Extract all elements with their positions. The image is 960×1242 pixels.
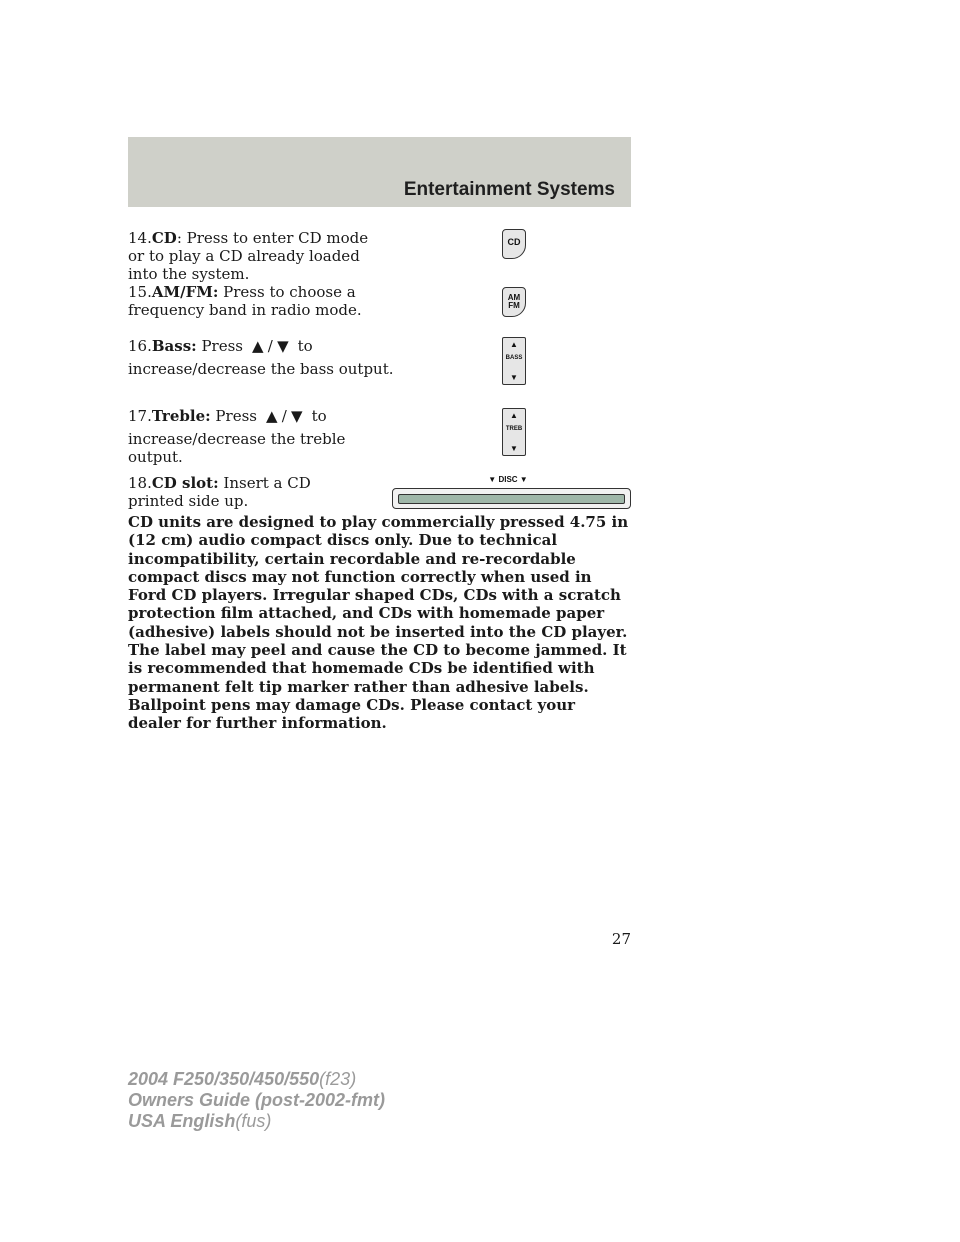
treble-rocker-icon <box>502 408 526 456</box>
item-text: increase/decrease the treble output. <box>128 430 346 466</box>
up-arrow-icon: ▲ <box>252 337 264 355</box>
item-text: increase/decrease the bass output. <box>128 360 394 378</box>
up-arrow-icon: ▲ <box>510 340 518 349</box>
section-title: Entertainment Systems <box>403 179 615 200</box>
slash: / <box>267 337 273 355</box>
item-number: 18. <box>128 474 152 492</box>
disc-slot-label <box>478 475 538 484</box>
item-text: Insert a CD printed side up. <box>128 474 311 510</box>
down-arrow-icon: ▼ <box>510 444 518 453</box>
document-footer <box>128 1069 385 1132</box>
footer-model-code: (f23) <box>319 1069 357 1089</box>
item-cd <box>128 229 388 283</box>
item-press: Press <box>196 337 243 355</box>
cd-notice-paragraph: CD units are designed to play commercially pressed 4.75 in (12 cm) audio compact discs only. Due to technical incompatibility, certain recordable and re-recordable compact discs may not function correctly when used in Ford CD players. Irregular shaped CDs, CDs with a scratch protection film attached, and CDs with homemade paper (adhesive) labels should not be inserted into the CD player. The label may peel and cause the CD to become jammed. It is recommended that homemade CDs be identified with permanent felt tip marker rather than adhesive labels. Ballpoint pens may damage CDs. Please contact your dealer for further information. <box>128 513 629 733</box>
item-cd-slot <box>128 474 368 510</box>
up-arrow-icon: ▲ <box>510 411 518 420</box>
item-label: Treble: <box>151 407 211 425</box>
cd-slot-icon <box>392 488 631 509</box>
item-label: Bass: <box>151 337 197 355</box>
footer-language-line <box>128 1111 385 1132</box>
item-press: Press <box>210 407 257 425</box>
item-label: AM/FM: <box>151 283 219 301</box>
item-number: 17. <box>128 407 152 425</box>
item-number: 15. <box>128 283 152 301</box>
cd-slot-opening <box>398 494 625 504</box>
amfm-button-icon <box>502 287 526 317</box>
footer-language-code: (fus) <box>235 1111 272 1131</box>
down-arrow-icon: ▼ <box>519 475 528 484</box>
treble-label: TREB <box>505 426 523 432</box>
bass-label: BASS <box>505 355 523 361</box>
footer-model: 2004 F250/350/450/550 <box>128 1069 320 1089</box>
page-number: 27 <box>611 930 631 948</box>
up-arrow-icon: ▲ <box>265 407 278 425</box>
item-label: CD slot: <box>151 474 219 492</box>
slash: / <box>281 407 287 425</box>
down-arrow-icon: ▼ <box>277 337 289 355</box>
footer-guide-line <box>128 1090 385 1111</box>
footer-guide: Owners Guide (post-2002-fmt) <box>128 1090 386 1110</box>
item-treble <box>128 407 398 466</box>
item-text: : Press to enter CD mode or to play a CD already loaded into the system. <box>128 229 369 283</box>
disc-label: DISC <box>498 475 518 484</box>
footer-model-line <box>128 1069 385 1090</box>
cd-button-icon: CD <box>502 229 526 259</box>
item-text: Press to choose a frequency band in radio mode. <box>128 283 362 319</box>
item-to: to <box>311 407 327 425</box>
down-arrow-icon: ▼ <box>291 407 303 425</box>
bass-rocker-icon <box>502 337 526 385</box>
item-bass <box>128 337 398 378</box>
am-label: AM <box>507 293 521 302</box>
item-label: CD <box>151 229 177 247</box>
item-to: to <box>297 337 313 355</box>
item-number: 16. <box>128 337 152 355</box>
item-number: 14. <box>128 229 152 247</box>
down-arrow-icon: ▼ <box>488 475 497 484</box>
footer-language: USA English <box>128 1111 236 1131</box>
fm-label: FM <box>508 301 520 310</box>
item-amfm <box>128 283 388 319</box>
down-arrow-icon: ▼ <box>510 373 518 382</box>
section-header <box>128 137 631 207</box>
